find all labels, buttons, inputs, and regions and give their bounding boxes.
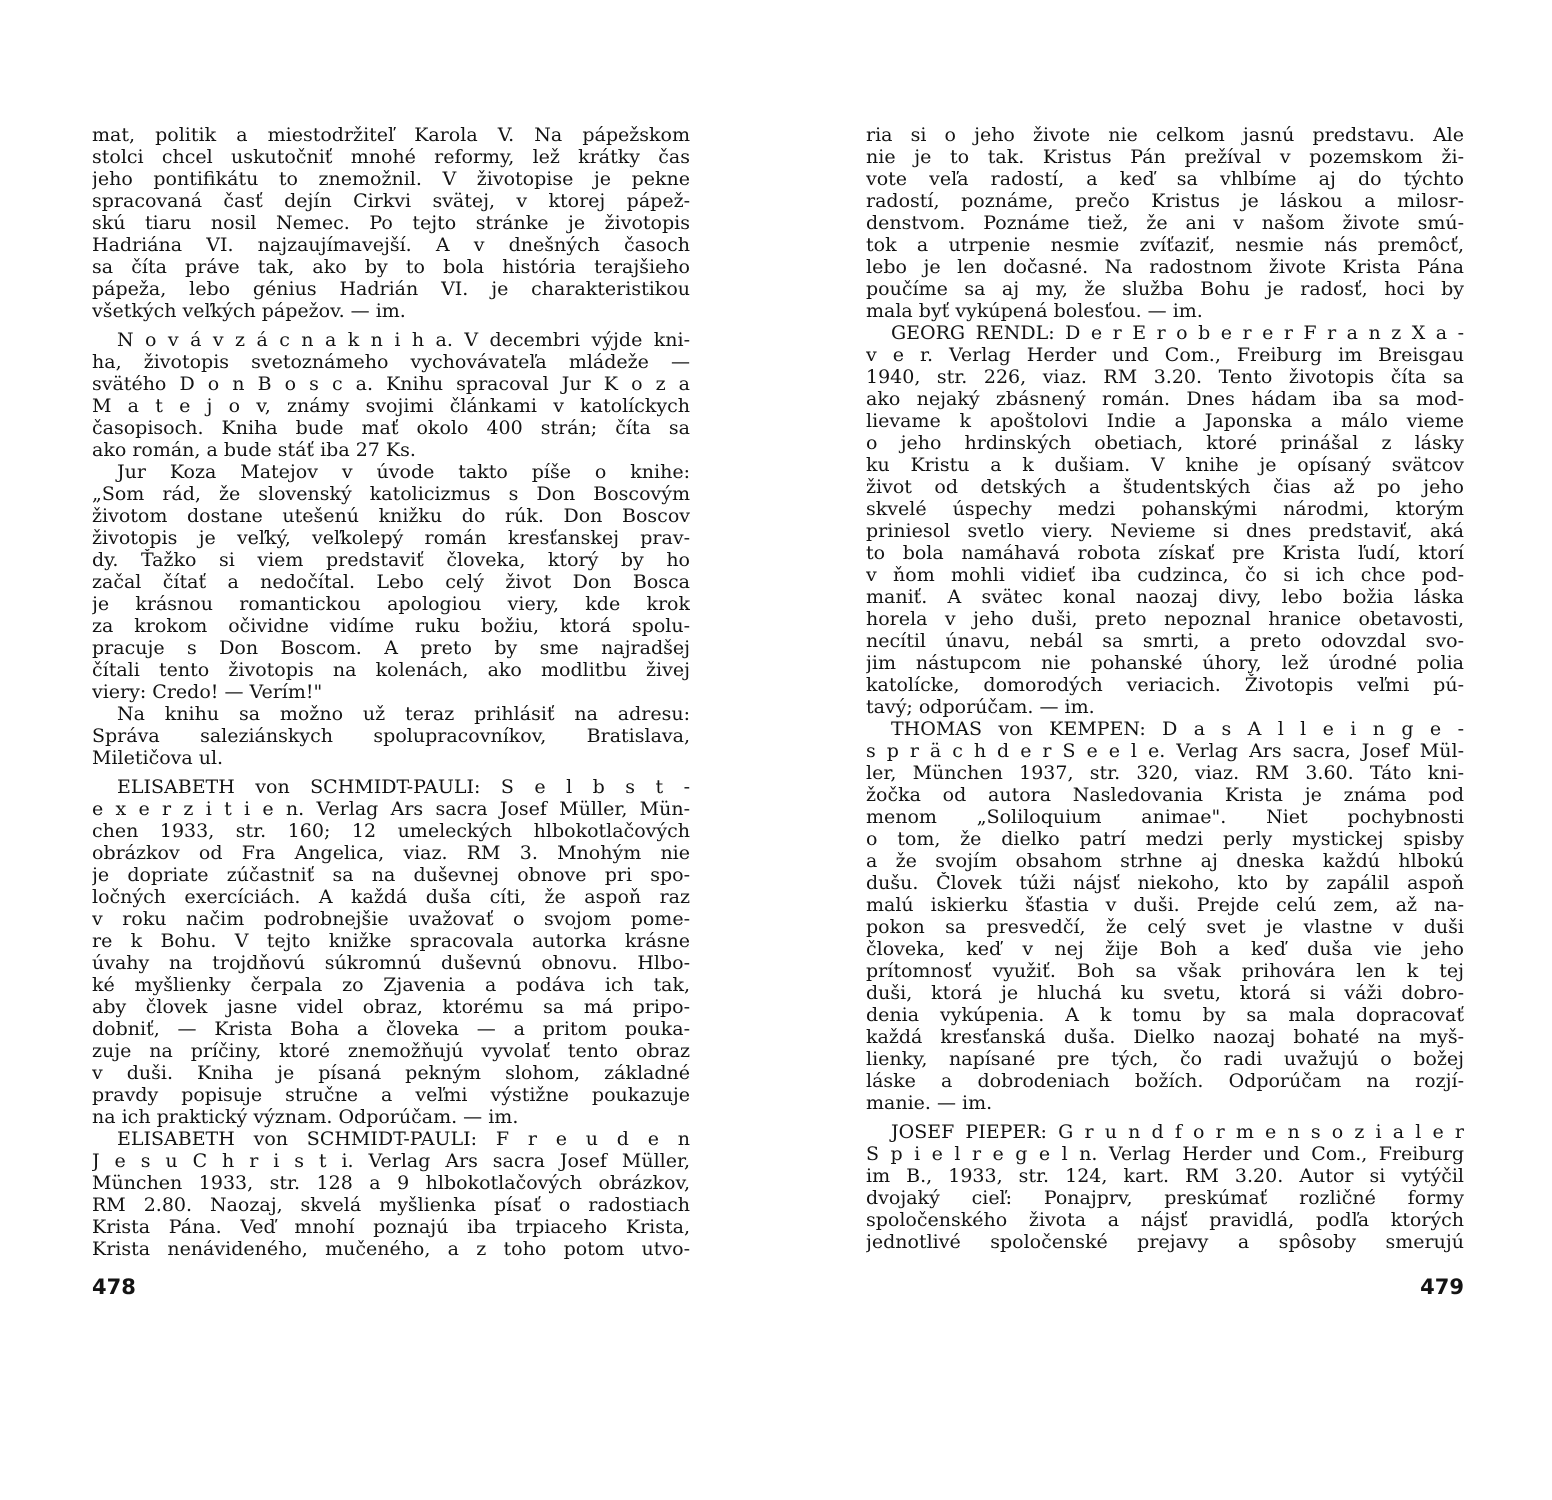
text-line: dušu. Človek túži nájsť niekoho, kto by zapálil aspoň xyxy=(866,872,1464,894)
text-line: tok a utrpenie nesmie zvíťaziť, nesmie nás premôcť, xyxy=(866,234,1464,256)
text-line: THOMAS von KEMPEN: D a s A l l e i n g e - xyxy=(891,718,1464,740)
text-line: horela v jeho duši, preto nepoznal hranice obetavosti, xyxy=(866,608,1464,630)
text-line: re k Bohu. V tejto knižke spracovala autorka krásne xyxy=(92,930,690,952)
text-line: ha, životopis svetoznámeho vychovávateľa mládeže — xyxy=(92,351,690,373)
text-line: obrázkov od Fra Angelica, viaz. RM 3. Mnohým nie xyxy=(92,842,690,864)
text-line: katolícke, domorodých veriacich. Životopis veľmi pú- xyxy=(866,674,1464,696)
text-line: v roku načim podrobnejšie uvažovať o svojom pome- xyxy=(92,908,690,930)
text-line: tavý; odporúčam. — im. xyxy=(866,696,1095,718)
text-line: sa číta práve tak, ako by to bola história terajšieho xyxy=(92,256,690,278)
page-number: 479 xyxy=(1420,1275,1464,1299)
text-line: 1940, str. 226, viaz. RM 3.20. Tento životopis číta sa xyxy=(866,366,1464,388)
text-line: je dopriate zúčastniť sa na duševnej obnove pri spo- xyxy=(92,864,690,886)
text-line: lebo je len dočasné. Na radostnom živote Krista Pána xyxy=(866,256,1464,278)
text-line: svätého D o n B o s c a. Knihu spracoval Jur K o z a xyxy=(92,373,690,395)
text-line: na ich praktický význam. Odporúčam. — im. xyxy=(92,1106,519,1128)
text-line: manie. — im. xyxy=(866,1092,993,1114)
text-line: München 1933, str. 128 a 9 hlbokotlačových obrázkov, xyxy=(92,1172,690,1194)
left-page xyxy=(92,124,690,1299)
right-page-text xyxy=(866,124,1464,1260)
text-line: a že svojím obsahom strhne aj dneska každú hlbokú xyxy=(866,850,1464,872)
text-line: chen 1933, str. 160; 12 umeleckých hlbokotlačových xyxy=(92,820,690,842)
text-line: život od detských a študentských čias až po jeho xyxy=(866,476,1464,498)
text-line: o tom, že dielko patrí medzi perly mystickej spisby xyxy=(866,828,1464,850)
text-line: menom „Soliloquium animae". Niet pochybnosti xyxy=(866,806,1464,828)
text-line: skvelé úspechy medzi pohanskými národmi, ktorým xyxy=(866,498,1464,520)
text-line: jednotlivé spoločenské prejavy a spôsoby smerujú xyxy=(866,1231,1464,1253)
text-line: viery: Credo! — Verím!" xyxy=(92,681,323,703)
text-line: radostí, poznáme, prečo Kristus je láskou a milosr- xyxy=(866,190,1464,212)
text-line: pokon sa presvedčí, že celý svet je vlastne v duši xyxy=(866,916,1464,938)
text-line: spracovaná časť dejín Cirkvi svätej, v ktorej pápež- xyxy=(92,190,690,212)
text-line: láske a dobrodeniach božích. Odporúčam na rozjí- xyxy=(866,1070,1464,1092)
text-line: Krista nenávideného, mučeného, a z toho potom utvo- xyxy=(92,1238,690,1260)
text-line: M a t e j o v, známy svojimi článkami v katolíckych xyxy=(92,395,690,417)
text-line: ria si o jeho živote nie celkom jasnú predstavu. Ale xyxy=(866,124,1464,146)
text-line: jeho pontifikátu to znemožnil. V životopise je pekne xyxy=(92,168,690,190)
text-line: prítomnosť využiť. Boh sa však prihovára len k tej xyxy=(866,960,1464,982)
text-line: čítali tento životopis na kolenách, ako modlitbu živej xyxy=(92,659,690,681)
text-line: skú tiaru nosil Nemec. Po tejto stránke je životopis xyxy=(92,212,690,234)
text-line: necítil únavu, nebál sa smrti, a preto odovzdal svo- xyxy=(866,630,1464,652)
text-line: lienky, napísané pre tých, čo radi uvažujú o božej xyxy=(866,1048,1464,1070)
text-line: to bola namáhavá robota získať pre Krista ľudí, ktorí xyxy=(866,542,1464,564)
text-line: všetkých veľkých pápežov. — im. xyxy=(92,300,406,322)
text-line: vote veľa radostí, a keď sa vhlbíme aj do týchto xyxy=(866,168,1464,190)
text-line: denia vykúpenia. A k tomu by sa mala dopracovať xyxy=(866,1004,1464,1026)
text-line: mat, politik a miestodržiteľ Karola V. Na pápežskom xyxy=(92,124,690,146)
text-line: životopis je veľký, veľkolepý román kresťanskej prav- xyxy=(92,527,690,549)
text-line: ako nejaký zbásnený román. Dnes hádam iba sa mod- xyxy=(866,388,1464,410)
text-line: denstvom. Poznáme tiež, že ani v našom živote smú- xyxy=(866,212,1464,234)
text-line: ku Kristu a k dušiam. V knihe je opísaný svätcov xyxy=(866,454,1464,476)
left-page-text xyxy=(92,124,690,1260)
text-line: mala byť vykúpená bolesťou. — im. xyxy=(866,300,1203,322)
text-line: zuje na príčiny, ktoré znemožňujú vyvolať tento obraz xyxy=(92,1040,690,1062)
text-line: ako román, a bude stáť iba 27 Ks. xyxy=(92,439,416,461)
text-line: Krista Pána. Veď mnohí poznajú iba trpiaceho Krista, xyxy=(92,1216,690,1238)
text-line: priniesol svetlo viery. Nevieme si dnes predstaviť, aká xyxy=(866,520,1464,542)
text-line: človeka, keď v nej žije Boh a keď duša vie jeho xyxy=(866,938,1464,960)
text-line: N o v á v z á c n a k n i h a. V decembri výjde kni- xyxy=(117,329,690,351)
text-line: jim nástupcom nie pohanské úhory, lež úrodné polia xyxy=(866,652,1464,674)
text-line: časopisoch. Kniha bude mať okolo 400 strán; číta sa xyxy=(92,417,690,439)
text-line: JOSEF PIEPER: G r u n d f o r m e n s o z i a l e r xyxy=(891,1121,1464,1143)
text-line: o jeho hrdinských obetiach, ktoré prinášal z lásky xyxy=(866,432,1464,454)
text-line: Hadriána VI. najzaujímavejší. A v dnešných časoch xyxy=(92,234,690,256)
text-line: úvahy na trojdňovú súkromnú duševnú obnovu. Hlbo- xyxy=(92,952,690,974)
text-line: v duši. Kniha je písaná pekným slohom, základné xyxy=(92,1062,690,1084)
text-line: Na knihu sa možno už teraz prihlásiť na adresu: xyxy=(117,703,690,725)
text-line: dobniť, — Krista Boha a človeka — a pritom poukа- xyxy=(92,1018,690,1040)
text-line: GEORG RENDL: D e r E r o b e r e r F r a n z X a - xyxy=(891,322,1464,344)
text-line: pravdy popisuje stručne a veľmi výstižne poukazuje xyxy=(92,1084,690,1106)
text-line: Miletičova ul. xyxy=(92,747,224,769)
text-line: RM 2.80. Naozaj, skvelá myšlienka písať o radostiach xyxy=(92,1194,690,1216)
text-line: spoločenského života a nájsť pravidlá, podľa ktorých xyxy=(866,1209,1464,1231)
text-line: žočka od autora Nasledovania Krista je známa pod xyxy=(866,784,1464,806)
text-line: im B., 1933, str. 124, kart. RM 3.20. Autor si vytýčil xyxy=(866,1165,1464,1187)
text-line: s p r ä c h d e r S e e l e. Verlag Ars sacra, Josef Mül- xyxy=(866,740,1464,762)
text-line: začal čítať a nedočítal. Lebo celý život Don Bosca xyxy=(92,571,690,593)
text-line: ločných exercíciách. A každá duša cíti, že aspoň raz xyxy=(92,886,690,908)
text-line: ELISABETH von SCHMIDT-PAULI: S e l b s t - xyxy=(117,776,690,798)
text-line: S p i e l r e g e l n. Verlag Herder und Com., Freiburg xyxy=(866,1143,1464,1165)
text-line: lievame k apoštolovi Indie a Japonska a málo vieme xyxy=(866,410,1464,432)
text-line: za krokom očividne vidíme ruku božiu, ktorá spolu- xyxy=(92,615,690,637)
text-line: dy. Ťažko si viem predstaviť človeka, ktorý by ho xyxy=(92,549,690,571)
text-line: poučíme sa aj my, že služba Bohu je radosť, hoci by xyxy=(866,278,1464,300)
text-line: stolci chcel uskutočniť mnohé reformy, lež krátky čas xyxy=(92,146,690,168)
text-line: životom dostane utešenú knižku do rúk. Don Boscov xyxy=(92,505,690,527)
text-line: duši, ktorá je hluchá ku svetu, ktorá si váži dobro- xyxy=(866,982,1464,1004)
text-line: e x e r z i t i e n. Verlag Ars sacra Josef Müller, Mün- xyxy=(92,798,690,820)
text-line: v e r. Verlag Herder und Com., Freiburg im Breisgau xyxy=(866,344,1464,366)
text-line: maniť. A svätec konal naozaj divy, lebo božia láska xyxy=(866,586,1464,608)
right-page xyxy=(866,124,1464,1299)
text-line: Jur Koza Matejov v úvode takto píše o knihe: xyxy=(117,461,690,483)
text-line: dvojaký cieľ: Ponajprv, preskúmať rozličné formy xyxy=(866,1187,1464,1209)
text-line: ler, München 1937, str. 320, viaz. RM 3.60. Táto kni- xyxy=(866,762,1464,784)
text-line: aby človek jasne videl obraz, ktorému sa má pripo- xyxy=(92,996,690,1018)
text-line: „Som rád, že slovenský katolicizmus s Don Boscovým xyxy=(92,483,690,505)
text-line: v ňom mohli vidieť iba cudzinca, čo si ich chce pod- xyxy=(866,564,1464,586)
text-line: pápeža, lebo génius Hadrián VI. je charakteristikou xyxy=(92,278,690,300)
text-line: ké myšlienky čerpala zo Zjavenia a podáva ich tak, xyxy=(92,974,690,996)
text-line: Správa saleziánskych spolupracovníkov, Bratislava, xyxy=(92,725,690,747)
text-line: J e s u C h r i s t i. Verlag Ars sacra Josef Müller, xyxy=(92,1150,690,1172)
page-number: 478 xyxy=(92,1275,136,1299)
text-line: ELISABETH von SCHMIDT-PAULI: F r e u d e n xyxy=(117,1128,690,1150)
text-line: je krásnou romantickou apologiou viery, kde krok xyxy=(92,593,690,615)
text-line: pracuje s Don Boscom. A preto by sme najradšej xyxy=(92,637,690,659)
text-line: malú iskierku šťastia v duši. Prejde celú zem, až na- xyxy=(866,894,1464,916)
text-line: každá kresťanská duša. Dielko naozaj bohaté na myš- xyxy=(866,1026,1464,1048)
text-line: nie je to tak. Kristus Pán prežíval v pozemskom ži- xyxy=(866,146,1464,168)
